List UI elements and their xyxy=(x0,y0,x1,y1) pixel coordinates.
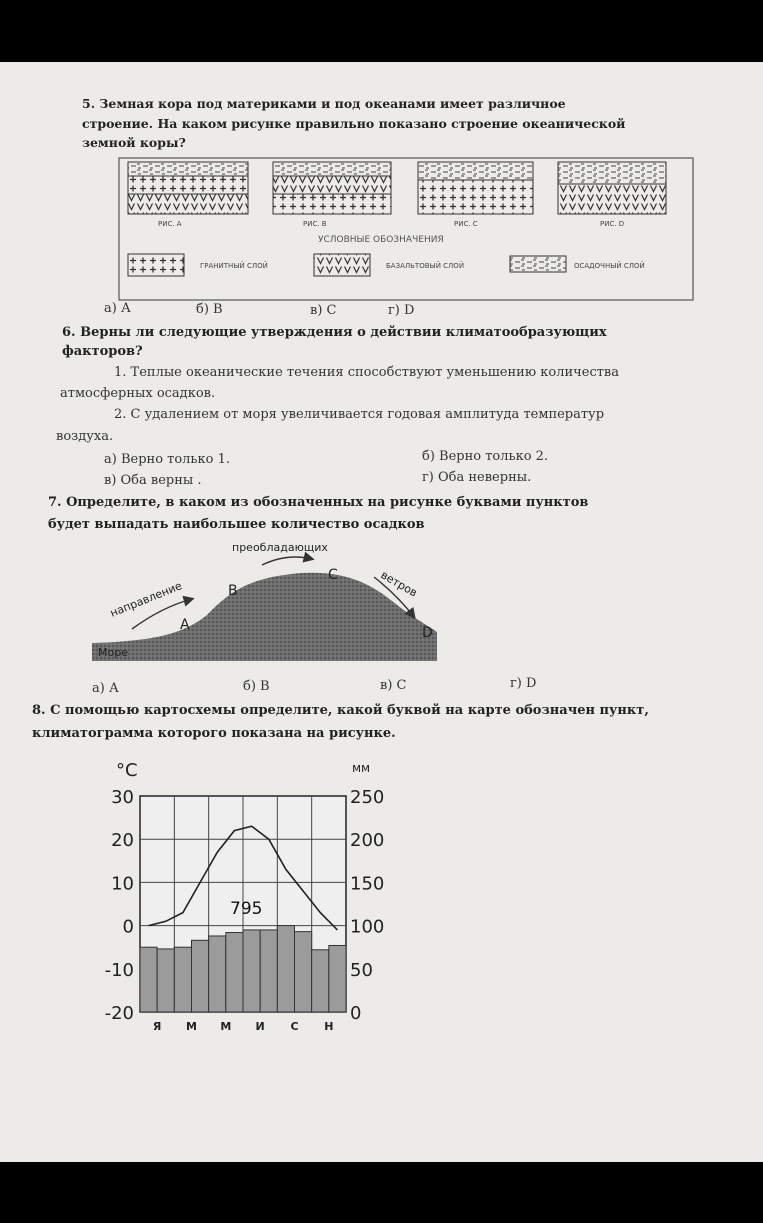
point-c: C xyxy=(328,567,338,583)
y-axis-left-label: °C xyxy=(116,760,138,781)
crust-diagram xyxy=(118,157,698,307)
precip-bar xyxy=(192,940,209,1012)
q5-option-c[interactable]: в) С xyxy=(310,303,337,318)
y-tick-left: -20 xyxy=(104,1003,134,1024)
wind-label-2: преобладающих xyxy=(232,541,328,554)
climatogram-chart xyxy=(90,752,400,1042)
point-d: D xyxy=(422,625,433,641)
q7-line1: 7. Определите, в каком из обозначенных на рисунке буквами пунктов xyxy=(48,495,589,510)
legend-granite: ГРАНИТНЫЙ СЛОЙ xyxy=(200,262,268,270)
pic-label-d: РИС. D xyxy=(600,220,625,228)
q5-option-a[interactable]: а) А xyxy=(104,301,131,316)
worksheet-page xyxy=(0,62,763,1162)
y-ticks-right xyxy=(350,787,384,1024)
y-tick-right: 250 xyxy=(350,787,385,808)
q6-statement1-a: 1. Теплые океанические течения способствуют уменьшению количества xyxy=(114,365,619,380)
y-tick-left: 20 xyxy=(111,830,134,852)
y-tick-right: 200 xyxy=(350,830,385,852)
precip-bar xyxy=(277,926,294,1012)
q6-option-b[interactable]: б) Верно только 2. xyxy=(422,449,549,464)
y-ticks-left xyxy=(105,787,134,1024)
pic-a xyxy=(128,162,248,214)
precip-bar xyxy=(243,930,260,1012)
legend-sediment: ОСАДОЧНЫЙ СЛОЙ xyxy=(574,262,645,270)
pic-b xyxy=(273,162,391,214)
precip-bar xyxy=(140,947,157,1012)
q6-line2: факторов? xyxy=(62,344,143,359)
q7-line2: будет выпадать наибольшее количество осадков xyxy=(48,517,425,532)
x-tick-label: М xyxy=(186,1020,197,1033)
legend-title: УСЛОВНЫЕ ОБОЗНАЧЕНИЯ xyxy=(318,235,444,245)
q6-option-a[interactable]: а) Верно только 1. xyxy=(104,452,230,467)
y-axis-right-label: мм xyxy=(352,761,371,775)
x-tick-label: И xyxy=(255,1020,265,1033)
y-tick-left: -10 xyxy=(104,959,134,981)
wind-diagram xyxy=(92,537,462,667)
q7-option-a[interactable]: а) А xyxy=(92,681,119,696)
y-tick-left: 30 xyxy=(111,787,134,808)
q7-option-b[interactable]: б) В xyxy=(243,679,270,694)
pic-c xyxy=(418,162,533,214)
q6-statement1-b: атмосферных осадков. xyxy=(60,386,216,401)
precip-bar xyxy=(260,930,277,1012)
precip-bar xyxy=(312,950,329,1012)
q8-line2: климатограмма которого показана на рисунке. xyxy=(32,726,396,741)
precip-bar xyxy=(209,936,226,1012)
y-tick-right: 50 xyxy=(350,959,373,981)
point-a: A xyxy=(180,617,190,633)
legend-granite-swatch xyxy=(128,254,184,276)
q5-line1: 5. Земная кора под материками и под океанами имеет различное xyxy=(82,96,566,111)
pic-d xyxy=(558,162,666,214)
legend-sediment-swatch xyxy=(510,256,566,272)
x-ticks xyxy=(153,1020,334,1033)
pic-label-b: РИС. В xyxy=(303,220,327,228)
x-tick-label: Я xyxy=(152,1020,162,1033)
sea-label: Море xyxy=(98,646,128,659)
y-tick-right: 100 xyxy=(350,916,385,938)
legend-basalt: БАЗАЛЬТОВЫЙ СЛОЙ xyxy=(386,262,465,270)
q5-line2: строение. На каком рисунке правильно показано строение океанической xyxy=(82,116,626,131)
q7-option-c[interactable]: в) С xyxy=(380,678,407,693)
q6-statement2-b: воздуха. xyxy=(56,429,114,444)
q8-line1: 8. С помощью картосхемы определите, какой буквой на карте обозначен пункт, xyxy=(32,703,649,718)
q6-statement2-a: 2. С удалением от моря увеличивается годовая амплитуда температур xyxy=(114,407,605,422)
precip-bar xyxy=(329,945,346,1012)
y-tick-right: 0 xyxy=(350,1003,362,1024)
precip-bar xyxy=(226,933,243,1012)
pic-label-a: РИС. А xyxy=(158,220,182,228)
legend-basalt-swatch xyxy=(314,254,370,276)
wind-arrow-2 xyxy=(262,557,312,565)
q6-line1: 6. Верны ли следующие утверждения о действии климатообразующих xyxy=(62,325,607,340)
annual-precipitation-label: 795 xyxy=(230,899,263,919)
y-tick-left: 0 xyxy=(122,916,134,938)
y-tick-right: 150 xyxy=(350,873,385,895)
x-tick-label: М xyxy=(220,1020,232,1033)
q5-option-b[interactable]: б) В xyxy=(196,302,223,317)
point-b: B xyxy=(228,583,238,599)
pic-label-c: РИС. С xyxy=(454,220,478,228)
q6-option-d[interactable]: г) Оба неверны. xyxy=(422,470,532,485)
x-tick-label: Н xyxy=(324,1020,334,1033)
wind-label-3: ветров xyxy=(378,568,420,600)
y-tick-left: 10 xyxy=(111,873,134,895)
precip-bar xyxy=(157,949,174,1012)
precip-bar xyxy=(174,947,191,1012)
q6-option-c[interactable]: в) Оба верны . xyxy=(104,473,202,488)
wind-label-1: направление xyxy=(108,579,184,620)
precip-bar xyxy=(295,932,312,1012)
q5-line3: земной коры? xyxy=(82,135,186,150)
x-tick-label: С xyxy=(290,1020,299,1033)
q7-option-d[interactable]: г) D xyxy=(510,676,537,691)
q5-option-d[interactable]: г) D xyxy=(388,303,415,318)
